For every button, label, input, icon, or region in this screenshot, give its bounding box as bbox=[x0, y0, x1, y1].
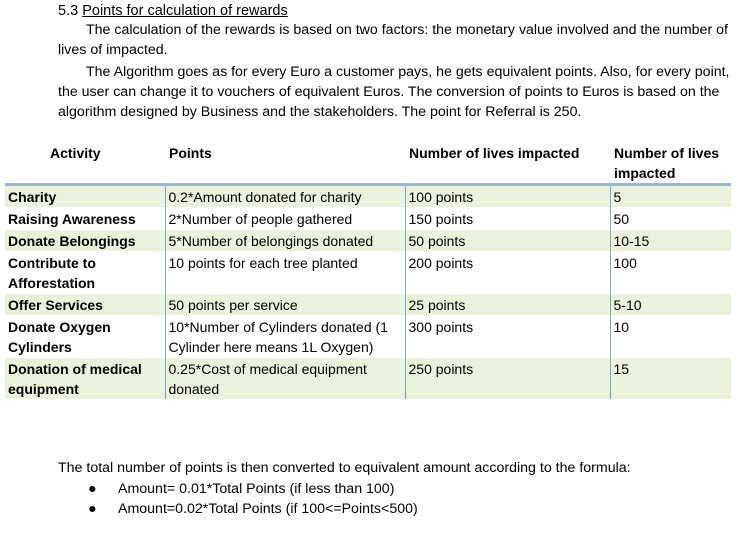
cell-points: 50 points per service bbox=[165, 294, 405, 316]
cell-points: 10*Number of Cylinders donated (1 Cylinder here means 1L Oxygen) bbox=[165, 316, 405, 358]
table-row bbox=[5, 358, 731, 400]
bullet-icon: ● bbox=[88, 481, 97, 497]
section-number: 5.3 bbox=[58, 3, 79, 19]
table-row bbox=[5, 208, 731, 230]
cell-points: 2*Number of people gathered bbox=[165, 208, 405, 230]
header-lives-impacted-2: Number of lives impacted bbox=[610, 140, 731, 185]
cell-activity: Donate Oxygen Cylinders bbox=[5, 316, 165, 358]
cell-lives: 5 bbox=[610, 185, 731, 208]
rewards-table bbox=[5, 140, 731, 399]
table-row bbox=[5, 316, 731, 358]
paragraph-calculation-text: The calculation of the rewards is based on two factors: the monetary value involved and the number of lives of impacted. bbox=[58, 22, 728, 58]
cell-lives: 10 bbox=[610, 316, 731, 358]
section-heading bbox=[58, 2, 288, 20]
table-row bbox=[5, 185, 731, 208]
cell-impact-points: 50 points bbox=[405, 230, 610, 252]
paragraph-algorithm bbox=[58, 62, 738, 122]
table-header-row bbox=[5, 140, 731, 185]
cell-impact-points: 25 points bbox=[405, 294, 610, 316]
cell-lives: 10-15 bbox=[610, 230, 731, 252]
cell-activity: Donate Belongings bbox=[5, 230, 165, 252]
formula-text: Amount=0.02*Total Points (if 100<=Points<500) bbox=[118, 501, 418, 517]
cell-impact-points: 150 points bbox=[405, 208, 610, 230]
cell-points: 0.25*Cost of medical equipment donated bbox=[165, 358, 405, 400]
cell-impact-points: 300 points bbox=[405, 316, 610, 358]
bullet-icon: ● bbox=[88, 501, 97, 517]
table-row bbox=[5, 294, 731, 316]
header-activity: Activity bbox=[5, 140, 165, 185]
table-row bbox=[5, 252, 731, 294]
cell-lives: 100 bbox=[610, 252, 731, 294]
formula-list bbox=[88, 479, 418, 519]
cell-activity: Offer Services bbox=[5, 294, 165, 316]
cell-impact-points: 250 points bbox=[405, 358, 610, 400]
cell-points: 5*Number of belongings donated bbox=[165, 230, 405, 252]
formula-text: Amount= 0.01*Total Points (if less than 100) bbox=[118, 481, 395, 497]
cell-points: 10 points for each tree planted bbox=[165, 252, 405, 294]
table-row bbox=[5, 230, 731, 252]
cell-activity: Contribute to Afforestation bbox=[5, 252, 165, 294]
cell-activity: Raising Awareness bbox=[5, 208, 165, 230]
cell-impact-points: 200 points bbox=[405, 252, 610, 294]
cell-lives: 50 bbox=[610, 208, 731, 230]
header-lives-impacted: Number of lives impacted bbox=[405, 140, 610, 185]
list-item bbox=[88, 499, 418, 519]
paragraph-algorithm-text: The Algorithm goes as for every Euro a customer pays, he gets equivalent points. Also, for every point, the user can change it to vouchers of equivalent Euros. The conversion of points to Euros is based on the algorithm designed by Business and the stakeholders. The point for Referral is 250. bbox=[58, 64, 730, 120]
cell-lives: 5-10 bbox=[610, 294, 731, 316]
cell-impact-points: 100 points bbox=[405, 185, 610, 208]
list-item bbox=[88, 479, 418, 499]
cell-lives: 15 bbox=[610, 358, 731, 400]
cell-activity: Charity bbox=[5, 185, 165, 208]
paragraph-calculation bbox=[58, 20, 738, 60]
conversion-note: The total number of points is then converted to equivalent amount according to the formula: bbox=[58, 460, 631, 476]
cell-activity: Donation of medical equipment bbox=[5, 358, 165, 400]
cell-points: 0.2*Amount donated for charity bbox=[165, 185, 405, 208]
header-points: Points bbox=[165, 140, 405, 185]
section-title: Points for calculation of rewards bbox=[82, 3, 288, 19]
